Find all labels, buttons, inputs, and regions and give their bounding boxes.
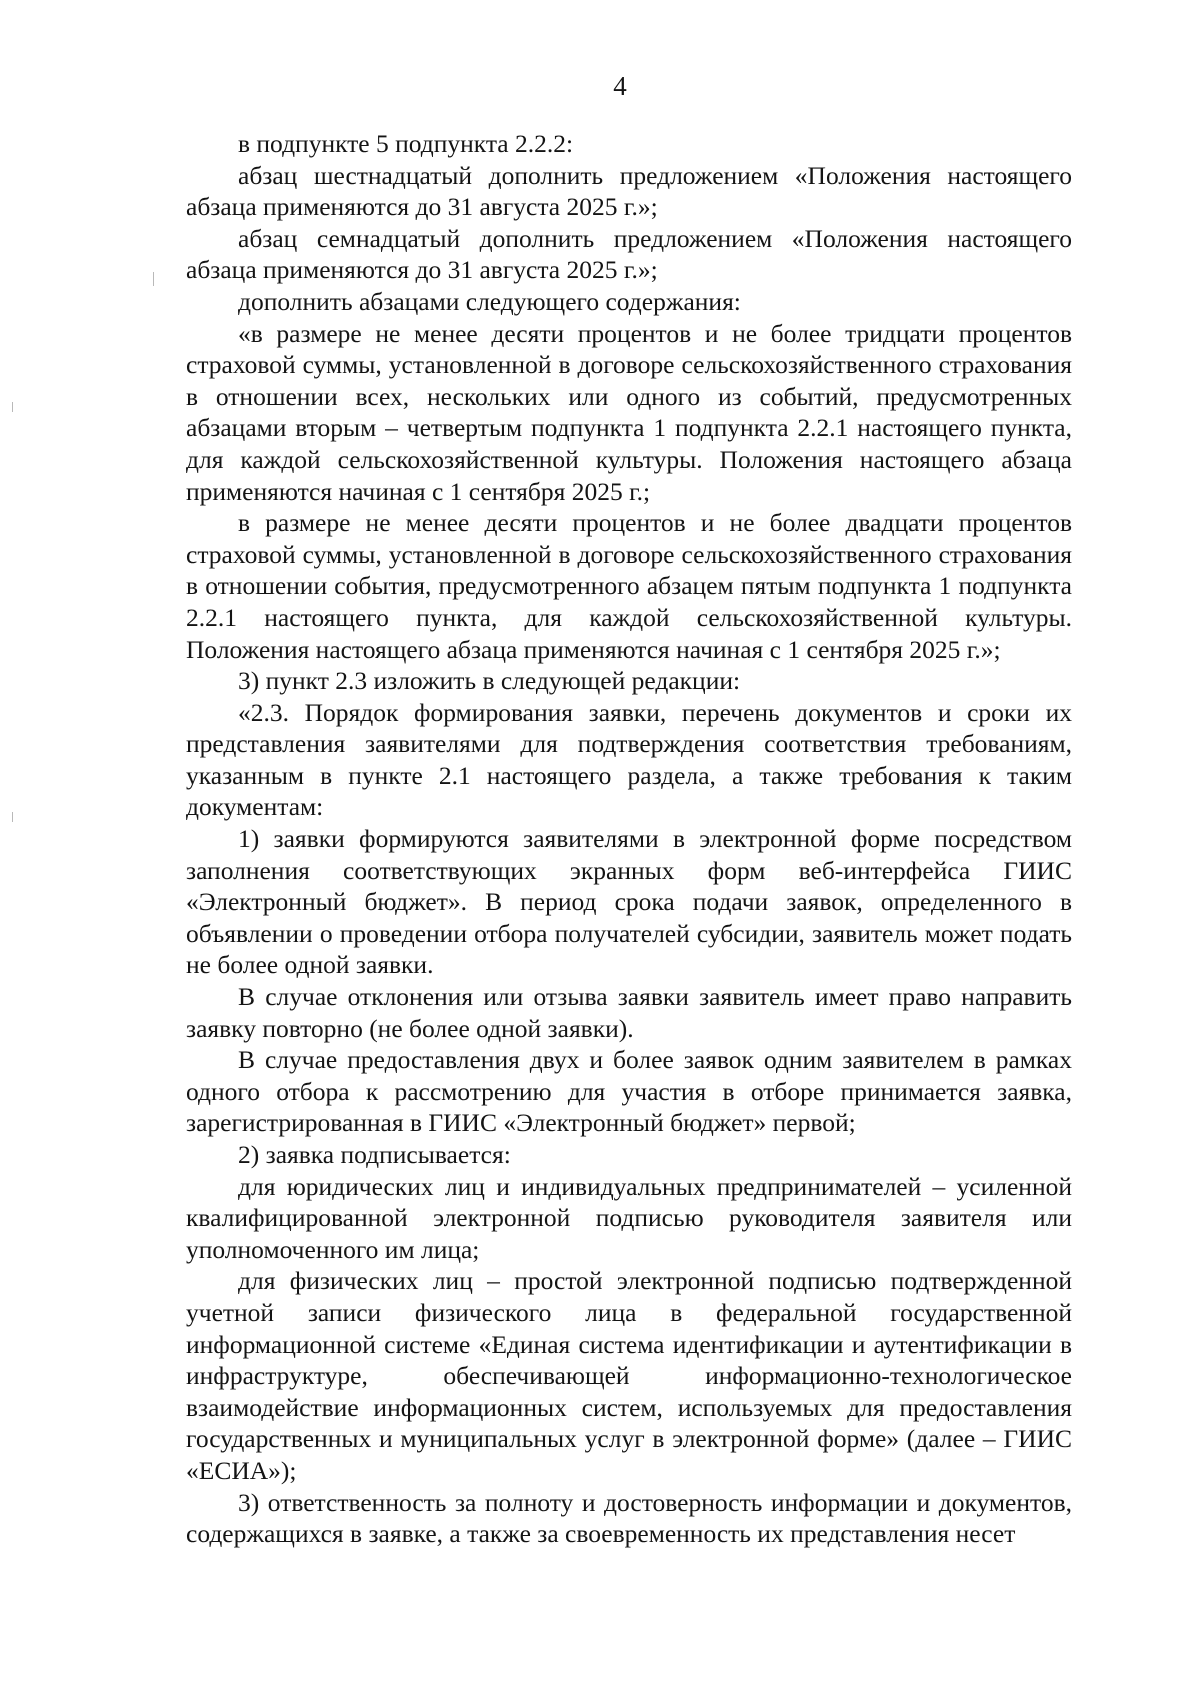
paragraph: В случае отклонения или отзыва заявки заявитель имеет право направить заявку повторно (не более одной заявки). <box>186 982 1072 1043</box>
paragraph: для юридических лиц и индивидуальных предпринимателей – усиленной квалифицированной электронной подписью руководителя заявителя или уполномоченного им лица; <box>186 1171 1072 1264</box>
paragraph: В случае предоставления двух и более заявок одним заявителем в рамках одного отбора к рассмотрению для участия в отборе принимается заявка, зарегистрированная в ГИИС «Электронный бюджет» первой; <box>186 1045 1072 1138</box>
paragraph: 3) пункт 2.3 изложить в следующей редакции: <box>238 666 741 696</box>
paragraph: «2.3. Порядок формирования заявки, перечень документов и сроки их представления заявителями для подтверждения соответствия требованиям, указанным в пункте 2.1 настоящего раздела, а также требования к таким документам: <box>186 697 1072 822</box>
paragraph: «в размере не менее десяти процентов и не более тридцати процентов страховой суммы, установленной в договоре сельскохозяйственного страхования в отношении всех, нескольких или одного из событий, предусмотренных абзацами вторым – четвертым подпункта 1 подпункта 2.2.1 настоящего пункта, для каждой сельскохозяйственной культуры. Положения настоящего абзаца применяются начиная с 1 сентября 2025 г.; <box>186 318 1072 506</box>
scan-artifact-mark <box>12 402 13 412</box>
paragraph: в размере не менее десяти процентов и не более двадцати процентов страховой суммы, установленной в договоре сельскохозяйственного страхования в отношении события, предусмотренного абзацем пятым подпункта 1 подпункта 2.2.1 настоящего пункта, для каждой сельскохозяйственной культуры. Положения настоящего абзаца применяются начиная с 1 сентября 2025 г.»; <box>186 508 1072 664</box>
paragraph: 2) заявка подписывается: <box>238 1140 511 1169</box>
paragraph: 1) заявки формируются заявителями в электронной форме посредством заполнения соответствующих экранных форм веб-интерфейса ГИИС «Электронный бюджет». В период срока подачи заявок, определенного в объявлении о проведении отбора получателей субсидии, заявитель может подать не более одной заявки. <box>186 824 1072 980</box>
paragraph: 3) ответственность за полноту и достоверность информации и документов, содержащихся в заявке, а также за своевременность их представления несет <box>186 1487 1072 1549</box>
scan-artifact-mark <box>153 272 154 286</box>
paragraph: в подпункте 5 подпункта 2.2.2: <box>238 129 574 158</box>
page-number: 4 <box>613 71 627 101</box>
scan-artifact-mark <box>12 812 13 822</box>
paragraph: для физических лиц – простой электронной подписью подтвержденной учетной записи физического лица в федеральной государственной информационной системе «Единая система идентификации и аутентификации в инфраструктуре, обеспечивающей информационно-технологическое взаимодействие информационных систем, используемых для предоставления государственных и муниципальных услуг в электронной форме» (далее – ГИИС «ЕСИА»); <box>186 1266 1072 1485</box>
paragraph: дополнить абзацами следующего содержания: <box>238 286 741 316</box>
paragraph: абзац шестнадцатый дополнить предложением «Положения настоящего абзаца применяются до 31 августа 2025 г.»; <box>186 160 1072 222</box>
paragraph: абзац семнадцатый дополнить предложением «Положения настоящего абзаца применяются до 31 августа 2025 г.»; <box>186 223 1072 285</box>
document-body <box>186 128 1072 1550</box>
